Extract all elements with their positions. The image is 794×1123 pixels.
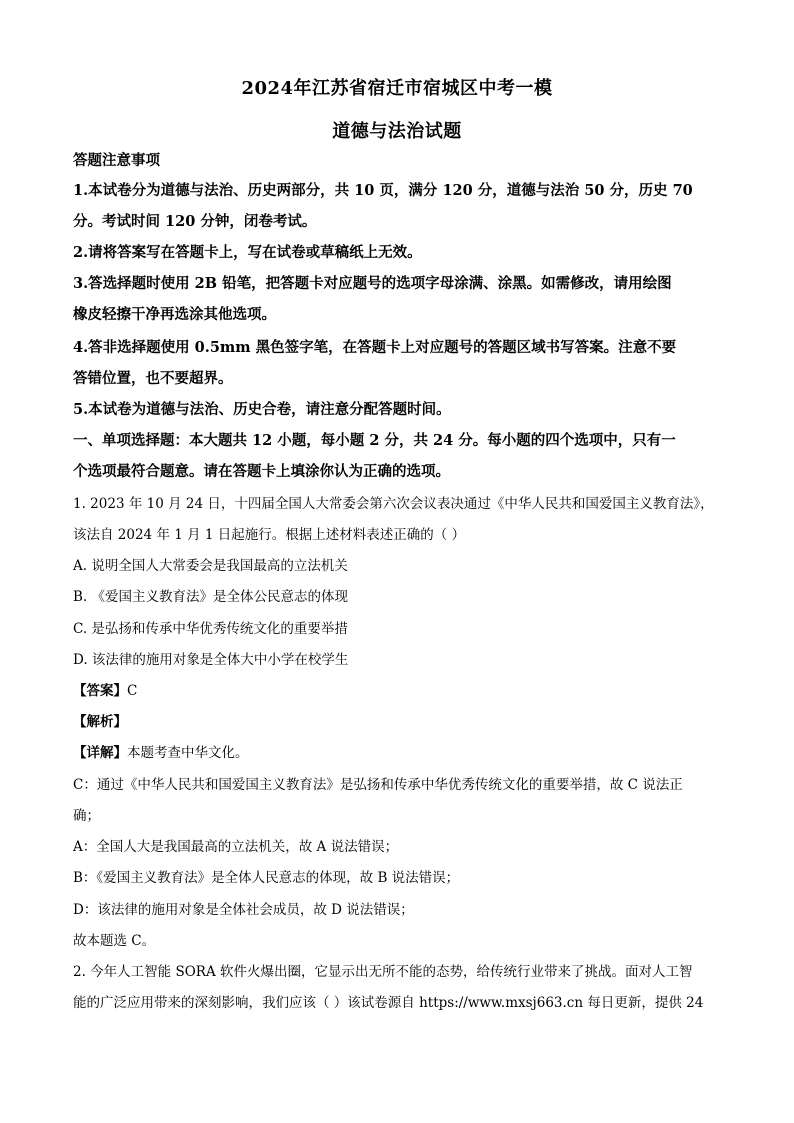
notice-line: 橡皮轻擦干净再选涂其他选项。 <box>73 306 276 323</box>
notice-line: 5.本试卷为道德与法治、历史合卷，请注意分配答题时间。 <box>73 401 451 418</box>
explanation-line: A：全国人大是我国最高的立法机关，故 A 说法错误； <box>73 839 399 855</box>
section-heading: 一、单项选择题：本大题共 12 小题，每小题 2 分，共 24 分。每小题的四个选项中，只有一 <box>73 432 676 449</box>
exam-subtitle: 道德与法治试题 <box>332 121 462 142</box>
question-stem: 2. 今年人工智能 SORA 软件火爆出圈，它显示出无所不能的态势，给传统行业带来了挑战。面对人工智 <box>73 964 693 980</box>
notice-line: 2.请将答案写在答题卡上，写在试卷或草稿纸上无效。 <box>73 244 422 261</box>
explanation-line: B：《爱国主义教育法》是全体人民意志的体现，故 B 说法错误； <box>73 870 460 886</box>
option-d: D. 该法律的施用对象是全体大中小学在校学生 <box>73 652 349 668</box>
detail-line <box>73 743 723 763</box>
option-c: C. 是弘扬和传承中华优秀传统文化的重要举措 <box>73 621 348 637</box>
explanation-line: D：该法律的施用对象是全体社会成员，故 D 说法错误； <box>73 902 414 918</box>
explanation-line: 确； <box>73 808 100 824</box>
exam-title: 2024年江苏省宿迁市宿城区中考一模 <box>241 78 553 99</box>
option-a: A. 说明全国人大常委会是我国最高的立法机关 <box>73 558 348 574</box>
explanation-line: C：通过《中华人民共和国爱国主义教育法》是弘扬和传承中华优秀传统文化的重要举措，故 C 说法正 <box>73 777 683 793</box>
notice-heading: 答题注意事项 <box>73 152 160 169</box>
analysis-tag: 【解析】 <box>73 714 127 730</box>
answer-value: C <box>127 683 138 699</box>
explanation-line: 故本题选 C。 <box>73 933 156 949</box>
question-stem: 能的广泛应用带来的深刻影响，我们应该（ ）该试卷源自 https://www.mxsj663.cn 每日更新，提供 24 <box>73 995 704 1011</box>
question-stem: 1. 2023 年 10 月 24 日，十四届全国人大常委会第六次会议表决通过《中华人民共和国爱国主义教育法》， <box>73 496 714 512</box>
answer-line <box>73 681 723 701</box>
option-b: B. 《爱国主义教育法》是全体公民意志的体现 <box>73 589 349 605</box>
detail-text: 本题考查中华文化。 <box>127 745 249 761</box>
question-stem: 该法自 2024 年 1 月 1 日起施行。根据上述材料表述正确的（ ） <box>73 527 466 543</box>
analysis-line <box>73 712 723 732</box>
notice-line: 3.答选择题时使用 2B 铅笔，把答题卡对应题号的选项字母涂满、涂黑。如需修改，请用绘图 <box>73 275 672 292</box>
notice-line: 4.答非选择题使用 0.5mm 黑色签字笔，在答题卡上对应题号的答题区域书写答案。注意不要 <box>73 339 677 356</box>
section-heading: 个选项最符合题意。请在答题卡上填涂你认为正确的选项。 <box>73 463 450 480</box>
notice-line: 答错位置，也不要超界。 <box>73 370 233 387</box>
notice-line: 1.本试卷分为道德与法治、历史两部分，共 10 页，满分 120 分，道德与法治 50 分，历史 70 <box>73 182 693 199</box>
answer-tag: 【答案】 <box>73 683 127 699</box>
detail-tag: 【详解】 <box>73 745 127 761</box>
notice-line: 分。考试时间 120 分钟，闭卷考试。 <box>73 213 317 230</box>
